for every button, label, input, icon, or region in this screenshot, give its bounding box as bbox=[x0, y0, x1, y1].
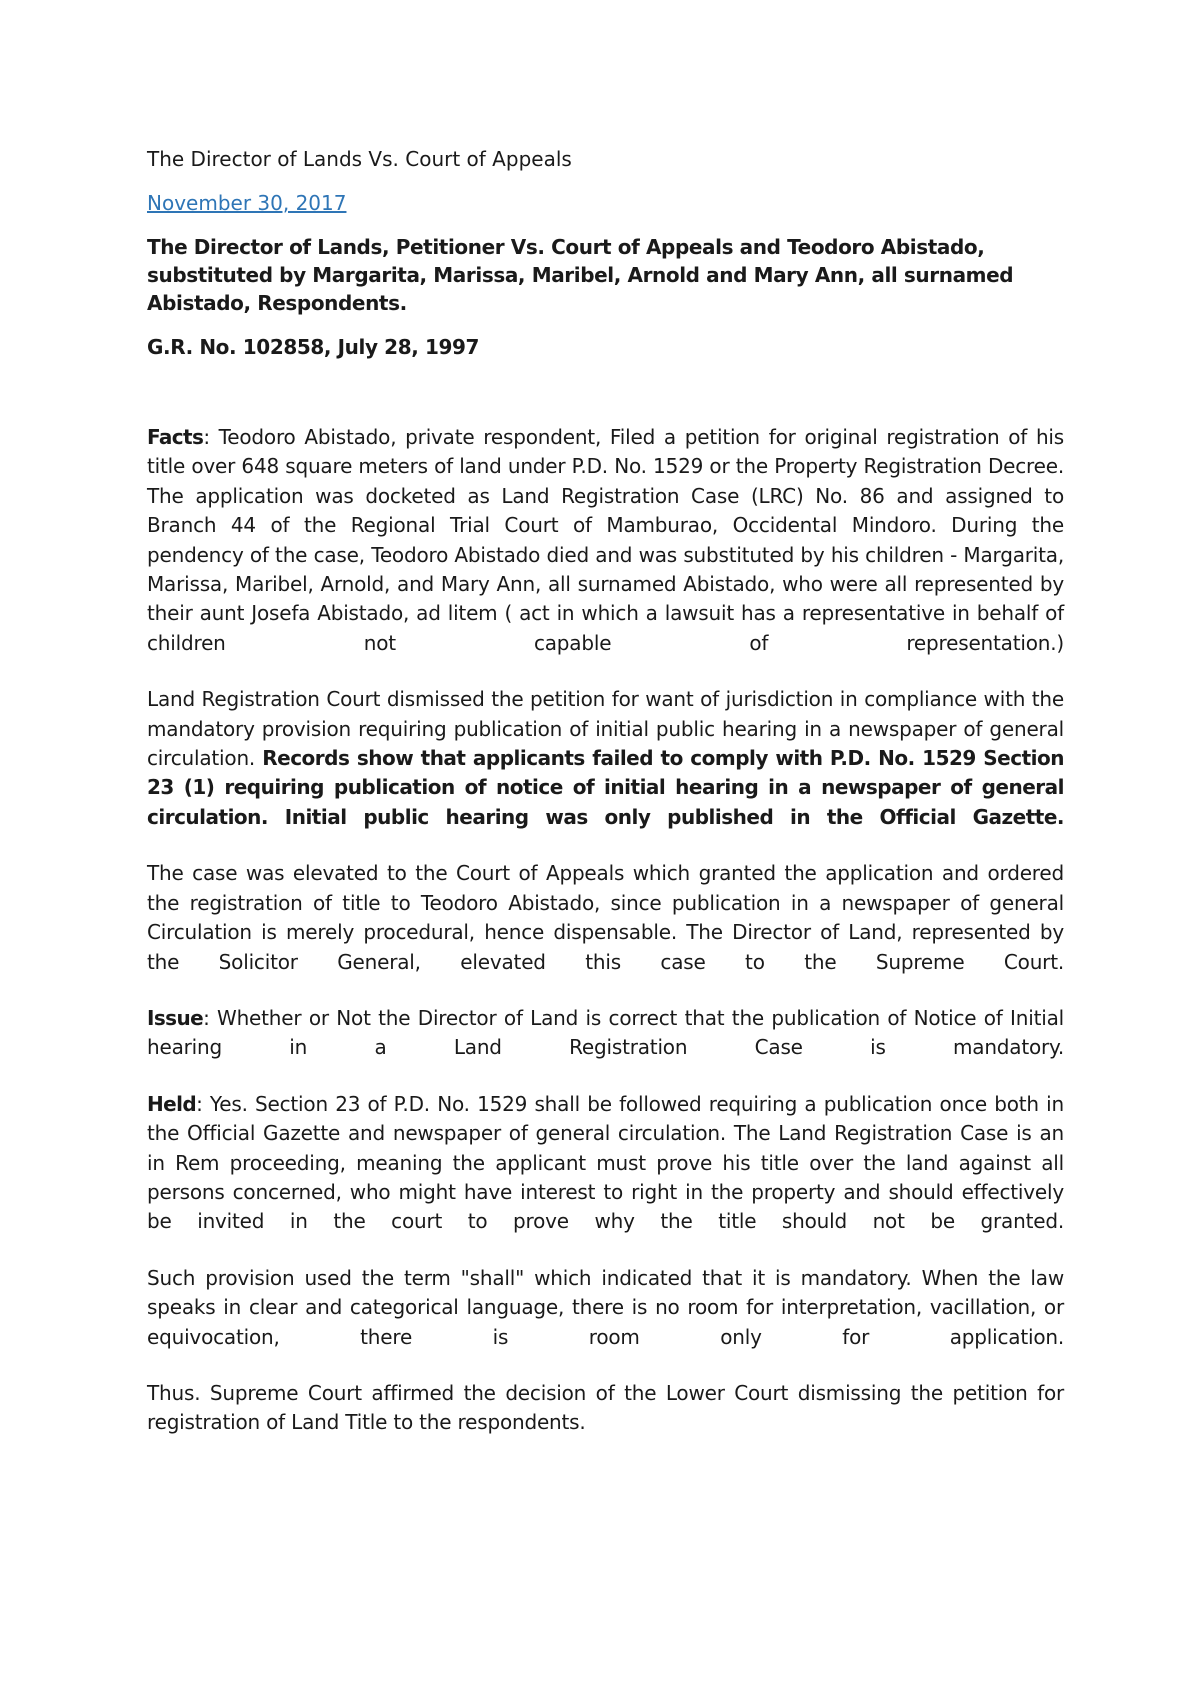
case-heading: The Director of Lands, Petitioner Vs. Court of Appeals and Teodoro Abistado, substituted by Margarita, Marissa, Maribel, Arnold and Mary Ann, all surnamed Abistado, Respondents. bbox=[147, 235, 1014, 315]
document-page bbox=[147, 145, 1064, 1465]
dismissal-text: Land Registration Court dismissed the petition for want of jurisdiction in compliance with the mandatory provision requiring publication of initial public hearing in a newspaper of general circulation. bbox=[147, 687, 1064, 771]
issue-paragraph bbox=[147, 1004, 1064, 1063]
issue-label: Issue bbox=[147, 1005, 204, 1030]
appeal-paragraph bbox=[147, 859, 1064, 977]
facts-paragraph bbox=[147, 423, 1064, 658]
document-title: The Director of Lands Vs. Court of Appeals bbox=[147, 147, 572, 171]
case-number: G.R. No. 102858, July 28, 1997 bbox=[147, 335, 480, 359]
dismissal-emphasis: Records show that applicants failed to comply with P.D. No. 1529 Section 23 (1) requiring publication of notice of initial hearing in a newspaper of general circulation. Initial public hearing was only published in the Official Gazette. bbox=[147, 746, 1065, 829]
facts-label: Facts bbox=[147, 425, 204, 449]
conclusion-paragraph bbox=[147, 1379, 1064, 1438]
held-paragraph bbox=[147, 1090, 1064, 1237]
facts-text: : Teodoro Abistado, private respondent, Filed a petition for original registration of his title over 648 square meters of land under P.D. No. 1529 or the Property Registration Decree. The application was docketed as Land Registration Case (LRC) No. 86 and assigned to Branch 44 of the Regional Trial Court of Mamburao, Occidental Mindoro. During the pendency of the case, Teodoro Abistado died and was substituted by his children - Margarita, Marissa, Maribel, Arnold, and Mary Ann, all surnamed Abistado, who were all represented by their aunt Josefa Abistado, ad litem ( act in which a lawsuit has a representative in behalf of children not capable of representation.) bbox=[147, 425, 1064, 655]
dismissal-paragraph bbox=[147, 685, 1064, 832]
held-label: Held bbox=[147, 1091, 197, 1116]
appeal-text: The case was elevated to the Court of Appeals which granted the application and ordered the registration of title to Teodoro Abistado, since publication in a newspaper of general Circulation is merely procedural, hence dispensable. The Director of Land, represented by the Solicitor General, elevated this case to the Supreme Court. bbox=[147, 861, 1064, 974]
issue-text: : Whether or Not the Director of Land is correct that the publication of Notice of Initial hearing in a Land Registration Case is mandatory. bbox=[147, 1005, 1064, 1060]
held-text: : Yes. Section 23 of P.D. No. 1529 shall be followed requiring a publication once both in the Official Gazette and newspaper of general circulation. The Land Registration Case is an in Rem proceeding, meaning the applicant must prove his title over the land against all persons concerned, who might have interest to right in the property and should effectively be invited in the court to prove why the title should not be granted. bbox=[147, 1091, 1064, 1234]
conclusion-text: Thus. Supreme Court affirmed the decision of the Lower Court dismissing the petition for registration of Land Title to the respondents. bbox=[147, 1380, 1064, 1435]
date-link[interactable]: November 30, 2017 bbox=[147, 191, 347, 215]
provision-paragraph bbox=[147, 1264, 1064, 1352]
provision-text: Such provision used the term "shall" which indicated that it is mandatory. When the law speaks in clear and categorical language, there is no room for interpretation, vacillation, or equivocation, there is room only for application. bbox=[147, 1265, 1064, 1349]
